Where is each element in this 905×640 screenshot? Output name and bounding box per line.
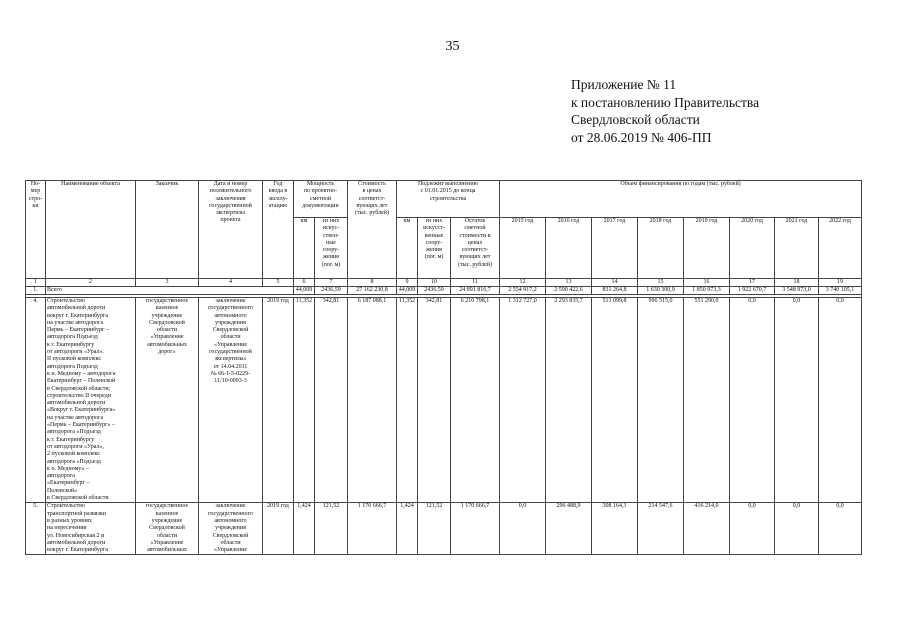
total-cell: 27 162 230,8 <box>348 287 397 295</box>
data-cell: 551 290,0 <box>684 298 730 503</box>
appendix-header <box>571 76 759 146</box>
header-row-1 <box>26 181 862 218</box>
column-number: 7 <box>315 279 348 287</box>
approval: заключение государственного автономного учреждения Свердловской области «Управление государственной экспертизы» от 14.04.2011 № 66-1-5-0229- 11/10-0093-3 <box>199 298 263 503</box>
header-capacity: Мощность по проектно- сметной документации <box>294 181 348 218</box>
column-number: 5 <box>263 279 294 287</box>
column-number: 17 <box>730 279 775 287</box>
customer: государственное казенное учреждение Свердловской области «Управление автомобильных <box>136 503 199 555</box>
total-cell: 2436,59 <box>315 287 348 295</box>
object-name: Строительство транспортной развязки в разных уровнях на пересечении ул. Новосибирская 2 и автомобильной дороги вокруг г. Екатеринбурга <box>46 503 136 555</box>
data-cell: 2 293 835,7 <box>546 298 592 503</box>
header-approval: Дата и номер положительного заключения государственной экспертизы проекта <box>199 181 263 279</box>
header-cost: Стоимость в ценах соответст- вующих лет (тыс. рублей) <box>348 181 397 279</box>
object-name: Строительство автомобильной дороги вокруг г. Екатеринбурга на участке автодорога Пермь – Екатеринбург – автодорога Подъезд к г. Екатеринбургу от автодороги «Урал». II пусковой комплекс автодорога Подъезд к н. Медному – автодорога Екатеринбург – Полевской в Свердловской области; строительство II очереди автомобильной дороги «Вокруг г. Екатеринбурга» на участке автодорога «Пермь – Екатеринбург» – автодорога «Подъезд к г. Екатеринбургу от автодороги «Урал», 2 пусковой комплекс автодорога «Подъезд к п. Медному» – автодорога «Екатеринбург – Полевской» в Свердловской области <box>46 298 136 503</box>
header-object-name: Наименование объекта <box>46 181 136 279</box>
column-number: 14 <box>592 279 638 287</box>
table-row <box>26 503 862 555</box>
column-number: 1 <box>26 279 46 287</box>
header-year: 2022 год <box>819 218 862 279</box>
data-cell: 0,0 <box>819 298 862 503</box>
data-cell: 6 187 088,1 <box>348 298 397 503</box>
data-cell: 0,0 <box>775 298 819 503</box>
data-cell: 0,0 <box>500 503 546 555</box>
header-capacity-structures: из них искус- ствен- ные соору- жения (пог. м) <box>315 218 348 279</box>
financing-table <box>25 180 862 555</box>
column-numbers-row <box>26 279 862 287</box>
header-capacity-km: км <box>294 218 315 279</box>
total-cell: 44,009 <box>397 287 418 295</box>
header-year: 2019 год <box>684 218 730 279</box>
column-number: 18 <box>775 279 819 287</box>
header-remaining-km: км <box>397 218 418 279</box>
column-number: 8 <box>348 279 397 287</box>
data-cell: 1,424 <box>397 503 418 555</box>
header-year: 2016 год <box>546 218 592 279</box>
data-cell: 0,0 <box>730 298 775 503</box>
column-number: 19 <box>819 279 862 287</box>
header-year: 2017 год <box>592 218 638 279</box>
data-cell: 6 210 798,1 <box>451 298 500 503</box>
data-cell: 1,424 <box>294 503 315 555</box>
header-year: 2015 год <box>500 218 546 279</box>
total-cell: 2436,59 <box>418 287 451 295</box>
total-cell: 24 891 816,7 <box>451 287 500 295</box>
header-year: 2020 год <box>730 218 775 279</box>
column-number: 4 <box>199 279 263 287</box>
data-cell: 121,52 <box>418 503 451 555</box>
appendix-line-3: Свердловской области <box>571 112 700 127</box>
header-year: 2021 год <box>775 218 819 279</box>
data-cell: 0,0 <box>775 503 819 555</box>
commissioning-year: 2019 год <box>263 503 294 555</box>
customer: государственное казенное учреждение Свердловской области «Управление автомобильных дорог» <box>136 298 199 503</box>
header-customer: Заказчик <box>136 181 199 279</box>
data-cell: 1 170 666,7 <box>451 503 500 555</box>
total-cell: 1 850 973,3 <box>684 287 730 295</box>
header-funding: Объем финансирования по годам (тыс. рублей) <box>500 181 862 218</box>
commissioning-year: 2019 год <box>263 298 294 503</box>
total-cell: 2 554 917,2 <box>500 287 546 295</box>
data-cell: 0,0 <box>819 503 862 555</box>
header-year: 2018 год <box>638 218 684 279</box>
appendix-line-1: Приложение № 11 <box>571 77 677 92</box>
data-cell: 11,352 <box>397 298 418 503</box>
row-number: 4. <box>26 298 46 503</box>
total-row-number: 1. <box>26 287 46 295</box>
column-number: 9 <box>397 279 418 287</box>
approval: заключение государственного автономного учреждения Свердловской области «Управление <box>199 503 263 555</box>
column-number: 12 <box>500 279 546 287</box>
total-cell: 2 590 422,6 <box>546 287 592 295</box>
total-row <box>26 287 862 295</box>
total-cell: 44,009 <box>294 287 315 295</box>
table-row <box>26 298 862 503</box>
column-number: 15 <box>638 279 684 287</box>
total-cell: 1 630 300,9 <box>638 287 684 295</box>
total-cell: 831 264,8 <box>592 287 638 295</box>
data-cell: 342,81 <box>418 298 451 503</box>
header-remaining: Подлежит выполнению с 01.01.2015 до конца строительства <box>397 181 500 218</box>
column-number: 2 <box>46 279 136 287</box>
page-number: 35 <box>445 39 460 54</box>
column-number: 13 <box>546 279 592 287</box>
column-number: 3 <box>136 279 199 287</box>
data-cell: 1 170 666,7 <box>348 503 397 555</box>
data-cell: 121,52 <box>315 503 348 555</box>
header-remaining-cost: Остаток сметной стоимости в ценах соответст- вующих лет (тыс. рублей) <box>451 218 500 279</box>
total-cell: 3 740 105,1 <box>819 287 862 295</box>
data-cell: 342,81 <box>315 298 348 503</box>
total-label: Всего <box>46 287 294 295</box>
column-number: 10 <box>418 279 451 287</box>
header-commissioning-year: Год ввода в эксплу- атацию <box>263 181 294 279</box>
data-cell: 996 515,0 <box>638 298 684 503</box>
total-cell: 1 922 670,7 <box>730 287 775 295</box>
data-cell: 513 099,8 <box>592 298 638 503</box>
data-cell: 308 164,3 <box>592 503 638 555</box>
header-row-number: Но- мер стро- ки <box>26 181 46 279</box>
data-cell: 214 547,6 <box>638 503 684 555</box>
data-cell: 1 312 727,0 <box>500 298 546 503</box>
row-number: 5. <box>26 503 46 555</box>
data-cell: 11,352 <box>294 298 315 503</box>
data-cell: 0,0 <box>730 503 775 555</box>
data-cell: 296 488,9 <box>546 503 592 555</box>
column-number: 6 <box>294 279 315 287</box>
appendix-line-4: от 28.06.2019 № 406-ПП <box>571 129 712 145</box>
column-number: 11 <box>451 279 500 287</box>
total-cell: 3 548 973,0 <box>775 287 819 295</box>
column-number: 16 <box>684 279 730 287</box>
header-remaining-structures: из них искусст- венные соору- жения (пог. м) <box>418 218 451 279</box>
appendix-line-2: к постановлению Правительства <box>571 94 760 110</box>
data-cell: 416 214,0 <box>684 503 730 555</box>
